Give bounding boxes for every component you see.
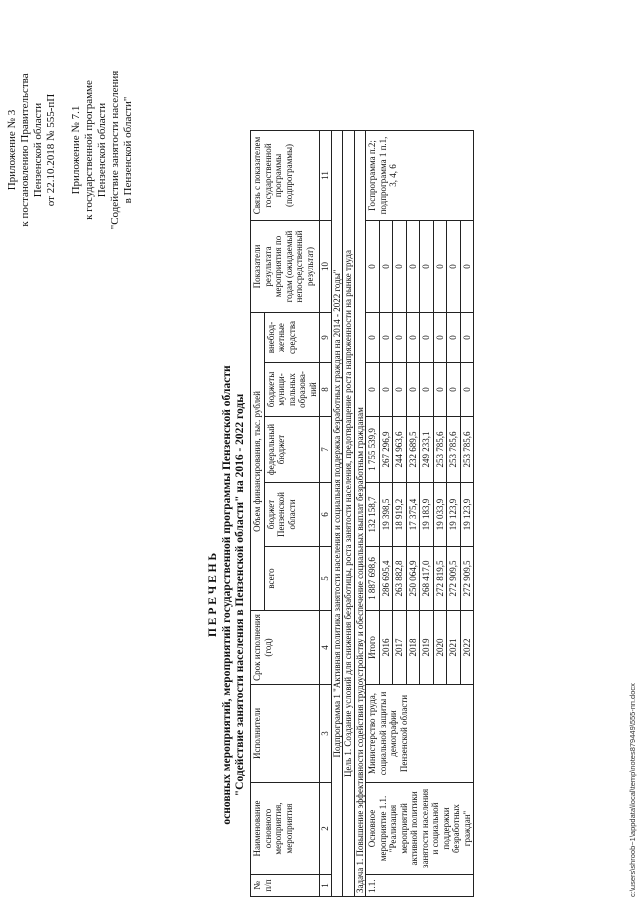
indicator-cell: 0 xyxy=(366,221,380,313)
title-line-1: основных мероприятий, мероприятий государственной программы Пензенской области xyxy=(221,365,233,825)
goal-row xyxy=(343,131,355,897)
col-link-header: Связь с показателем государственной программы (подпрограммы) xyxy=(251,131,320,221)
appendix2-region: Пензенской области xyxy=(96,102,108,198)
total-cell: 263 882,8 xyxy=(393,547,407,611)
colnum: 4 xyxy=(320,611,332,685)
appendix-header xyxy=(6,5,135,295)
municipal-cell: 0 xyxy=(379,363,393,417)
header-row-1 xyxy=(251,131,265,897)
municipal-cell: 0 xyxy=(406,363,420,417)
col-num-header: № п/п xyxy=(251,875,320,897)
regional-cell: 19 123,9 xyxy=(447,483,461,547)
colnum: 8 xyxy=(320,363,332,417)
total-cell: 272 909,5 xyxy=(460,547,474,611)
col-offbudget-header: внебюд-жетные средства xyxy=(264,313,320,363)
colnum: 5 xyxy=(320,547,332,611)
term-cell: 2016 xyxy=(379,611,393,685)
measure-name: Основное мероприятие 1.1. "Реализация мероприятий активной политики занятости населения и социальной поддержки безработных граждан" xyxy=(366,783,474,875)
term-cell: 2017 xyxy=(393,611,407,685)
offbudget-cell: 0 xyxy=(447,313,461,363)
goal-title: Цель 1. Создание условий для снижения безработицы, роста занятости населения, предотвращение роста напряженности на рынке труда xyxy=(343,131,355,897)
total-cell: 250 064,9 xyxy=(406,547,420,611)
federal-cell: 253 785,6 xyxy=(433,417,447,483)
federal-cell: 253 785,6 xyxy=(447,417,461,483)
total-cell: 268 417,0 xyxy=(420,547,434,611)
offbudget-cell: 0 xyxy=(433,313,447,363)
colnum: 7 xyxy=(320,417,332,483)
appendix2-program-name-2: в Пензенской области" xyxy=(122,96,134,204)
federal-cell: 232 689,5 xyxy=(406,417,420,483)
col-indicators-header: Показатели результата мероприятия по годам (ожидаемый непосредственный результат) xyxy=(251,221,320,313)
indicator-cell: 0 xyxy=(393,221,407,313)
appendix-to-decree: к постановлению Правительства xyxy=(19,73,31,227)
term-cell: 2018 xyxy=(406,611,420,685)
program-link: Госпрограмма п.2; подпрограмма 1 п.1, 3, 4, 6 xyxy=(366,131,474,221)
federal-cell: 244 963,6 xyxy=(393,417,407,483)
colnum: 11 xyxy=(320,131,332,221)
municipal-cell: 0 xyxy=(366,363,380,417)
indicator-cell: 0 xyxy=(379,221,393,313)
indicator-cell: 0 xyxy=(447,221,461,313)
subprogram-title: Подпрограмма 1 "Активная политика занятости населения и социальная поддержка безработных граждан на 2014 - 2022 годы" xyxy=(331,131,343,897)
federal-cell: 267 296,9 xyxy=(379,417,393,483)
col-executors-header: Исполнители xyxy=(251,685,320,783)
indicator-cell: 0 xyxy=(420,221,434,313)
measures-table xyxy=(250,130,474,897)
municipal-cell: 0 xyxy=(393,363,407,417)
regional-cell: 17 375,4 xyxy=(406,483,420,547)
federal-cell: 253 785,6 xyxy=(460,417,474,483)
term-cell: Итого xyxy=(366,611,380,685)
appendix-number: Приложение № 3 xyxy=(6,109,18,191)
regional-cell: 18 919,2 xyxy=(393,483,407,547)
appendix-region: Пензенской области xyxy=(32,102,44,198)
task-title: Задача 1. Повышение эффективности содействия трудоустройству и обеспечение социальных выплат безработным гражданам xyxy=(354,131,366,897)
col-regional-header: бюджет Пензенской области xyxy=(264,483,320,547)
column-numbers-row xyxy=(320,131,332,897)
municipal-cell: 0 xyxy=(447,363,461,417)
regional-cell: 132 158,7 xyxy=(366,483,380,547)
term-cell: 2022 xyxy=(460,611,474,685)
file-path-footer: c:\users\shroob~1\appdata\local\temp\notes879449\555-пп.docx xyxy=(628,683,637,897)
col-total-header: всего xyxy=(264,547,320,611)
offbudget-cell: 0 xyxy=(420,313,434,363)
regional-cell: 19 398,5 xyxy=(379,483,393,547)
total-cell: 272 909,5 xyxy=(447,547,461,611)
offbudget-cell: 0 xyxy=(379,313,393,363)
colnum: 10 xyxy=(320,221,332,313)
offbudget-cell: 0 xyxy=(366,313,380,363)
colnum: 9 xyxy=(320,313,332,363)
appendix2-program-name: "Содействие занятости населения xyxy=(109,70,121,230)
term-cell: 2020 xyxy=(433,611,447,685)
col-federal-header: федеральный бюджет xyxy=(264,417,320,483)
regional-cell: 19 123,9 xyxy=(460,483,474,547)
appendix-date: от 22.10.2018 № 555-пП xyxy=(45,93,57,207)
col-funding-header: Объем финансирования, тыс. рублей xyxy=(251,313,265,611)
col-name-header: Наименование основного мероприятия, мероприятия xyxy=(251,783,320,875)
total-cell: 286 695,4 xyxy=(379,547,393,611)
total-cell: 1 887 698,6 xyxy=(366,547,380,611)
task-row xyxy=(354,131,366,897)
table-row xyxy=(366,131,380,897)
appendix2-number: Приложение № 7.1 xyxy=(70,105,82,195)
regional-cell: 19 183,9 xyxy=(420,483,434,547)
row-num: 1.1. xyxy=(366,875,474,897)
term-cell: 2021 xyxy=(447,611,461,685)
appendix2-to-program: к государственной программе xyxy=(83,80,95,220)
regional-cell: 19 033,9 xyxy=(433,483,447,547)
total-cell: 272 819,5 xyxy=(433,547,447,611)
municipal-cell: 0 xyxy=(420,363,434,417)
municipal-cell: 0 xyxy=(460,363,474,417)
colnum: 6 xyxy=(320,483,332,547)
colnum: 2 xyxy=(320,783,332,875)
col-term-header: Срок исполнения (год) xyxy=(251,611,320,685)
federal-cell: 249 233,1 xyxy=(420,417,434,483)
municipal-cell: 0 xyxy=(433,363,447,417)
title-line-2: "Содействие занятости населения в Пензенской области" на 2016 - 2022 годы xyxy=(234,393,246,797)
federal-cell: 1 755 539,9 xyxy=(366,417,380,483)
subprogram-row xyxy=(331,131,343,897)
colnum: 3 xyxy=(320,685,332,783)
col-municipal-header: бюджеты муници-пальных образова-ний xyxy=(264,363,320,417)
indicator-cell: 0 xyxy=(433,221,447,313)
offbudget-cell: 0 xyxy=(460,313,474,363)
title-perechen: П Е Р Е Ч Е Н Ь xyxy=(207,552,219,638)
colnum: 1 xyxy=(320,875,332,897)
indicator-cell: 0 xyxy=(460,221,474,313)
offbudget-cell: 0 xyxy=(393,313,407,363)
offbudget-cell: 0 xyxy=(406,313,420,363)
indicator-cell: 0 xyxy=(406,221,420,313)
term-cell: 2019 xyxy=(420,611,434,685)
measure-executor: Министерство труда, социальной защиты и демографии Пензенской области xyxy=(366,685,474,783)
